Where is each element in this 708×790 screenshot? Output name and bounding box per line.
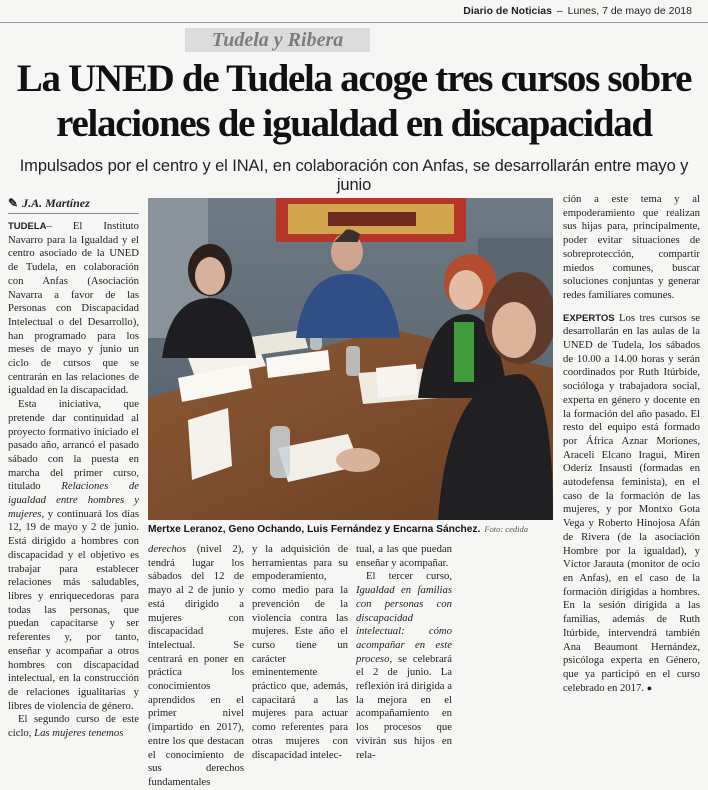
- photo-credit: Foto: cedida: [484, 524, 528, 534]
- article-column-bottom-2: [252, 543, 348, 762]
- course-title: Igualdad en familias con personas con discapacidad intelectual: cómo acompañar en este proceso: [356, 584, 452, 665]
- news-photo: [148, 198, 553, 520]
- paragraph: ción a este tema y al empoderamiento que realizan sus hijas para, principalmente, poder evitar situaciones de sobreprotección, compartir miedos comunes, buscar soluciones conjuntas y generar redes familiares comunes.: [563, 193, 700, 301]
- caption-names: Mertxe Leranoz, Geno Ochando, Luis Fernández y Encarna Sánchez.: [148, 524, 481, 535]
- running-head: [463, 5, 692, 17]
- photo-illustration: [148, 198, 553, 520]
- dateline: TUDELA: [8, 221, 47, 232]
- article-column-right: [563, 193, 700, 695]
- end-of-article-mark: ●: [646, 682, 653, 693]
- paragraph: tual, a las que puedan enseñar y acompañar.: [356, 543, 452, 569]
- course-title: Las mujeres tenemos: [34, 727, 124, 740]
- paragraph: TUDELA– El Instituto Navarro para la Igualdad y el centro asociado de la UNED de Tudela, en colaboración con Anfas (Asociación Navarra a favor de las Personas con Discapacidad Intelectual o del Desarrollo), han programado para los meses de mayo y junio un ciclo de cursos que se centrarán en las relaciones de igualdad en la discapacidad.: [8, 220, 139, 397]
- headline-line-2: relaciones de igualdad en discapacidad: [56, 102, 652, 145]
- pen-icon: ✎: [8, 196, 19, 210]
- article-column-bottom-3: [356, 543, 452, 762]
- section-label: Tudela y Ribera: [211, 29, 344, 51]
- subheadline: Impulsados por el centro y el INAI, en colaboración con Anfas, se desarrollarán entre mayo y junio: [19, 157, 689, 194]
- paragraph: derechos (nivel 2), tendrá lugar los sábados del 12 de mayo al 2 de junio y está dirigido a mujeres con discapacidad intelectual. Se centrará en poner en práctica los conocimientos aprendidos en el primer nivel (impartido en 2017), entre los que destacan el conocimiento de sus derechos fundamentales: [148, 543, 244, 788]
- headline-line-1: La UNED de Tudela acoge tres cursos sobre: [16, 57, 692, 100]
- article-column-left: [8, 220, 139, 741]
- paragraph: y la adquisición de herramientas para su empoderamiento, como medio para la prevención de la violencia contra las mujeres. Este año el curso tiene un carácter eminentemente práctico que, además, capacitará a las mujeres para actuar como referentes para otras mujeres con discapacidad intelec-: [252, 543, 348, 761]
- newspaper-name: Diario de Noticias: [463, 5, 552, 17]
- paragraph: El tercer curso, Igualdad en familias con personas con discapacidad intelectual: cómo acompañar en este proceso, se celebrará el 2 de junio. La reflexión irá dirigida a la mejora en el acompañamiento en los procesos que vivirán sus hijos en rela-: [356, 570, 452, 761]
- paragraph: EXPERTOS Los tres cursos se desarrollarán en las aulas de la UNED de Tudela, los sábados de 10.00 a 14.00 horas y serán coordinados por Ruth Itúrbide, socióloga y trabajadora social, experta en género y docente en la formación del año pasado. El resto del equipo está formado por África Aznar Moriones, Araceli Elcano Iragui, Miren Oderiz Insausti (formadas en autodefensa feminista), en el caso de la formación de las mujeres, y por Montxo Gota Vega y Roberto Hinojosa Afán de Rivera (de la asociación Hombre por la igualdad), y Víctor Jarauta (monitor de ocio en Anfas), en el caso de la formación dirigidas a hombres. En la sesión dirigida a las familias, además de Ruth Itúrbide, intervendrá también Ana Beaumont Hernández, psicóloga experta en Género, que ya participó en el curso celebrado en 2017. ●: [563, 311, 700, 694]
- paragraph: El segundo curso de este ciclo, Las mujeres tenemos: [8, 713, 139, 740]
- headline: [8, 56, 700, 146]
- byline: [8, 196, 90, 211]
- photo-caption: [148, 524, 553, 535]
- course-title: derechos: [148, 543, 187, 555]
- article-column-bottom-1: [148, 543, 244, 790]
- subhead-lead: EXPERTOS: [563, 312, 615, 324]
- course-title: Relaciones de igualdad entre hombres y mujeres: [8, 480, 139, 520]
- byline-rule: [8, 213, 139, 214]
- header-rule: [0, 22, 708, 23]
- issue-date: Lunes, 7 de mayo de 2018: [567, 5, 692, 17]
- running-head-separator: –: [556, 5, 563, 17]
- byline-author: J.A. Martínez: [22, 196, 90, 210]
- paragraph: Esta iniciativa, que pretende dar continuidad al proyecto formativo iniciado el pasado año, arrancó el pasado sábado con la puesta en marcha del primer curso, titulado Relaciones de igualdad entre hombres y mujeres, y continuará los días 12, 19 de mayo y 2 de junio. Está dirigido a hombres con discapacidad y el objetivo es trabajar para establecer relaciones más saludables, libres y enriquecedoras para todas las personas, que puedan capacitarse y ser referentes y, por tanto, enseñar y acompañar a otros hombres con discapacidad intelectual, en la construcción de relaciones igualitarias y libres de violencia de género.: [8, 398, 139, 712]
